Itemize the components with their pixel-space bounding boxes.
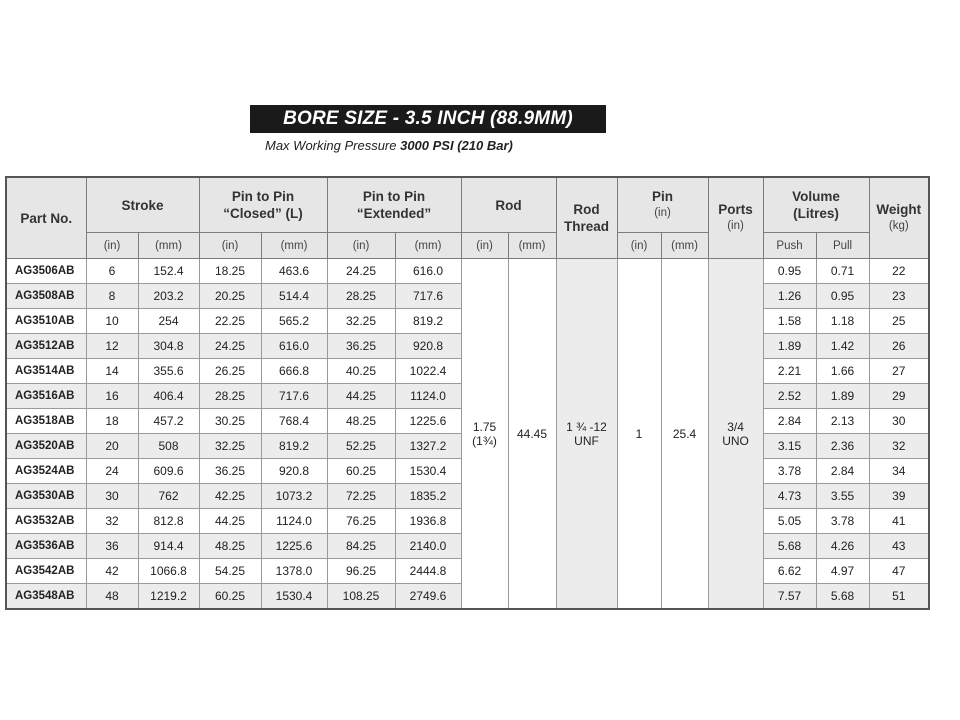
part-number: AG3514AB — [6, 359, 86, 384]
part-number: AG3516AB — [6, 384, 86, 409]
volume-push: 2.21 — [763, 359, 816, 384]
rod-diameter-in-line1: 1.75 — [472, 419, 497, 434]
volume-pull: 2.13 — [816, 409, 869, 434]
stroke-mm: 355.6 — [138, 359, 199, 384]
stroke-mm: 406.4 — [138, 384, 199, 409]
unit-extended-mm: (mm) — [395, 233, 461, 259]
extended-mm: 1936.8 — [395, 509, 461, 534]
stroke-mm: 1219.2 — [138, 584, 199, 610]
header-pin-closed — [199, 177, 327, 233]
unit-volume-push: Push — [763, 233, 816, 259]
unit-stroke-mm: (mm) — [138, 233, 199, 259]
header-row-main — [6, 177, 929, 233]
volume-pull: 2.84 — [816, 459, 869, 484]
closed-in: 32.25 — [199, 434, 261, 459]
extended-mm: 2749.6 — [395, 584, 461, 610]
header-weight-unit: (kg) — [888, 220, 909, 232]
rod-thread-spec — [556, 259, 617, 610]
weight-kg: 39 — [869, 484, 929, 509]
volume-pull: 2.36 — [816, 434, 869, 459]
header-volume — [763, 177, 869, 233]
weight-kg: 47 — [869, 559, 929, 584]
max-working-pressure — [265, 138, 513, 153]
closed-in: 24.25 — [199, 334, 261, 359]
stroke-mm: 304.8 — [138, 334, 199, 359]
stroke-mm: 203.2 — [138, 284, 199, 309]
closed-in: 48.25 — [199, 534, 261, 559]
extended-in: 60.25 — [327, 459, 395, 484]
header-pin-closed-line2: “Closed” (L) — [223, 206, 303, 221]
closed-in: 26.25 — [199, 359, 261, 384]
part-number: AG3518AB — [6, 409, 86, 434]
unit-stroke-in: (in) — [86, 233, 138, 259]
stroke-mm: 812.8 — [138, 509, 199, 534]
unit-volume-pull: Pull — [816, 233, 869, 259]
closed-mm: 565.2 — [261, 309, 327, 334]
closed-mm: 1378.0 — [261, 559, 327, 584]
volume-push: 6.62 — [763, 559, 816, 584]
rod-diameter-mm — [508, 259, 556, 610]
extended-mm: 1835.2 — [395, 484, 461, 509]
unit-extended-in: (in) — [327, 233, 395, 259]
pressure-value: 3000 PSI (210 Bar) — [400, 138, 513, 153]
header-pin-extended-line1: Pin to Pin — [362, 189, 426, 204]
header-part-no: Part No. — [6, 177, 86, 259]
volume-push: 3.78 — [763, 459, 816, 484]
header-weight-label: Weight — [876, 202, 922, 217]
volume-pull: 1.89 — [816, 384, 869, 409]
part-number: AG3510AB — [6, 309, 86, 334]
header-row-units — [6, 233, 929, 259]
closed-mm: 768.4 — [261, 409, 327, 434]
closed-in: 36.25 — [199, 459, 261, 484]
closed-mm: 514.4 — [261, 284, 327, 309]
part-number: AG3548AB — [6, 584, 86, 610]
ports-spec — [708, 259, 763, 610]
header-ports-unit: (in) — [727, 220, 744, 232]
rod-diameter-in — [461, 259, 508, 610]
unit-closed-in: (in) — [199, 233, 261, 259]
stroke-in: 18 — [86, 409, 138, 434]
extended-mm: 1124.0 — [395, 384, 461, 409]
part-number: AG3508AB — [6, 284, 86, 309]
header-weight — [869, 177, 929, 259]
extended-mm: 717.6 — [395, 284, 461, 309]
header-pin-extended — [327, 177, 461, 233]
header-volume-line1: Volume — [792, 189, 840, 204]
part-number: AG3506AB — [6, 259, 86, 284]
weight-kg: 26 — [869, 334, 929, 359]
extended-mm: 1530.4 — [395, 459, 461, 484]
weight-kg: 51 — [869, 584, 929, 610]
extended-mm: 616.0 — [395, 259, 461, 284]
rod-diameter-mm-line1: 44.45 — [517, 426, 548, 441]
stroke-in: 32 — [86, 509, 138, 534]
extended-mm: 1327.2 — [395, 434, 461, 459]
extended-in: 108.25 — [327, 584, 395, 610]
stroke-mm: 762 — [138, 484, 199, 509]
rod-thread-spec-line2: UNF — [574, 433, 599, 448]
volume-push: 2.84 — [763, 409, 816, 434]
rod-diameter-in-line2: (1¾) — [472, 433, 497, 448]
volume-push: 3.15 — [763, 434, 816, 459]
volume-push: 2.52 — [763, 384, 816, 409]
header-pin — [617, 177, 708, 233]
volume-push: 1.89 — [763, 334, 816, 359]
closed-in: 20.25 — [199, 284, 261, 309]
extended-in: 44.25 — [327, 384, 395, 409]
header-rod-thread-line1: Rod — [573, 202, 600, 217]
stroke-in: 12 — [86, 334, 138, 359]
closed-in: 30.25 — [199, 409, 261, 434]
header-pin-label: Pin — [652, 189, 674, 204]
stroke-in: 14 — [86, 359, 138, 384]
closed-mm: 1073.2 — [261, 484, 327, 509]
header-ports — [708, 177, 763, 259]
unit-rod-mm: (mm) — [508, 233, 556, 259]
weight-kg: 41 — [869, 509, 929, 534]
header-rod: Rod — [461, 177, 556, 233]
stroke-mm: 508 — [138, 434, 199, 459]
weight-kg: 23 — [869, 284, 929, 309]
table-row — [6, 259, 929, 284]
closed-in: 22.25 — [199, 309, 261, 334]
pin-diameter-mm-line1: 25.4 — [672, 426, 697, 441]
pin-diameter-mm — [661, 259, 708, 610]
header-rod-thread — [556, 177, 617, 259]
closed-in: 42.25 — [199, 484, 261, 509]
extended-mm: 1225.6 — [395, 409, 461, 434]
unit-closed-mm: (mm) — [261, 233, 327, 259]
extended-in: 40.25 — [327, 359, 395, 384]
unit-rod-in: (in) — [461, 233, 508, 259]
bore-size-title: BORE SIZE - 3.5 INCH (88.9MM) — [250, 105, 606, 133]
closed-mm: 616.0 — [261, 334, 327, 359]
extended-mm: 819.2 — [395, 309, 461, 334]
volume-pull: 4.26 — [816, 534, 869, 559]
weight-kg: 29 — [869, 384, 929, 409]
part-number: AG3542AB — [6, 559, 86, 584]
stroke-in: 36 — [86, 534, 138, 559]
volume-push: 1.58 — [763, 309, 816, 334]
volume-pull: 1.18 — [816, 309, 869, 334]
stroke-in: 24 — [86, 459, 138, 484]
extended-in: 32.25 — [327, 309, 395, 334]
header-pin-extended-line2: “Extended” — [356, 206, 432, 221]
closed-in: 54.25 — [199, 559, 261, 584]
part-number: AG3512AB — [6, 334, 86, 359]
stroke-mm: 152.4 — [138, 259, 199, 284]
stroke-in: 30 — [86, 484, 138, 509]
volume-push: 7.57 — [763, 584, 816, 610]
volume-push: 1.26 — [763, 284, 816, 309]
stroke-mm: 609.6 — [138, 459, 199, 484]
stroke-in: 42 — [86, 559, 138, 584]
stroke-mm: 1066.8 — [138, 559, 199, 584]
stroke-mm: 254 — [138, 309, 199, 334]
stroke-in: 10 — [86, 309, 138, 334]
volume-push: 5.68 — [763, 534, 816, 559]
volume-pull: 1.66 — [816, 359, 869, 384]
weight-kg: 34 — [869, 459, 929, 484]
extended-in: 72.25 — [327, 484, 395, 509]
header-rod-thread-line2: Thread — [564, 219, 610, 234]
extended-in: 48.25 — [327, 409, 395, 434]
closed-mm: 717.6 — [261, 384, 327, 409]
part-number: AG3520AB — [6, 434, 86, 459]
volume-pull: 1.42 — [816, 334, 869, 359]
header-volume-line2: (Litres) — [793, 206, 839, 221]
extended-mm: 1022.4 — [395, 359, 461, 384]
pin-diameter-in-line1: 1 — [635, 426, 643, 441]
part-number: AG3532AB — [6, 509, 86, 534]
volume-pull: 4.97 — [816, 559, 869, 584]
rod-thread-spec-line1: 1 ¾ -12 — [566, 419, 607, 434]
extended-in: 84.25 — [327, 534, 395, 559]
volume-pull: 3.78 — [816, 509, 869, 534]
volume-pull: 0.95 — [816, 284, 869, 309]
header-pin-unit: (in) — [654, 207, 671, 219]
extended-in: 24.25 — [327, 259, 395, 284]
ports-spec-line1: 3/4 — [727, 419, 744, 434]
closed-mm: 463.6 — [261, 259, 327, 284]
weight-kg: 32 — [869, 434, 929, 459]
closed-in: 28.25 — [199, 384, 261, 409]
stroke-in: 48 — [86, 584, 138, 610]
extended-mm: 2140.0 — [395, 534, 461, 559]
header-stroke: Stroke — [86, 177, 199, 233]
volume-push: 5.05 — [763, 509, 816, 534]
extended-in: 28.25 — [327, 284, 395, 309]
volume-pull: 0.71 — [816, 259, 869, 284]
extended-in: 52.25 — [327, 434, 395, 459]
header-ports-label: Ports — [718, 202, 753, 217]
ports-spec-line2: UNO — [722, 433, 749, 448]
part-number: AG3536AB — [6, 534, 86, 559]
closed-in: 44.25 — [199, 509, 261, 534]
weight-kg: 25 — [869, 309, 929, 334]
stroke-mm: 914.4 — [138, 534, 199, 559]
extended-in: 36.25 — [327, 334, 395, 359]
volume-pull: 5.68 — [816, 584, 869, 610]
closed-mm: 1530.4 — [261, 584, 327, 610]
closed-in: 18.25 — [199, 259, 261, 284]
stroke-in: 16 — [86, 384, 138, 409]
unit-pin-mm: (mm) — [661, 233, 708, 259]
extended-mm: 920.8 — [395, 334, 461, 359]
closed-mm: 920.8 — [261, 459, 327, 484]
volume-push: 4.73 — [763, 484, 816, 509]
closed-mm: 819.2 — [261, 434, 327, 459]
part-number: AG3524AB — [6, 459, 86, 484]
closed-mm: 666.8 — [261, 359, 327, 384]
header-pin-closed-line1: Pin to Pin — [231, 189, 295, 204]
weight-kg: 43 — [869, 534, 929, 559]
stroke-in: 8 — [86, 284, 138, 309]
extended-in: 76.25 — [327, 509, 395, 534]
volume-push: 0.95 — [763, 259, 816, 284]
weight-kg: 30 — [869, 409, 929, 434]
stroke-in: 20 — [86, 434, 138, 459]
extended-mm: 2444.8 — [395, 559, 461, 584]
closed-mm: 1225.6 — [261, 534, 327, 559]
weight-kg: 22 — [869, 259, 929, 284]
stroke-mm: 457.2 — [138, 409, 199, 434]
unit-pin-in: (in) — [617, 233, 661, 259]
volume-pull: 3.55 — [816, 484, 869, 509]
part-number: AG3530AB — [6, 484, 86, 509]
pin-diameter-in — [617, 259, 661, 610]
closed-mm: 1124.0 — [261, 509, 327, 534]
weight-kg: 27 — [869, 359, 929, 384]
specification-table — [5, 176, 930, 610]
extended-in: 96.25 — [327, 559, 395, 584]
closed-in: 60.25 — [199, 584, 261, 610]
stroke-in: 6 — [86, 259, 138, 284]
pressure-label: Max Working Pressure — [265, 138, 401, 153]
